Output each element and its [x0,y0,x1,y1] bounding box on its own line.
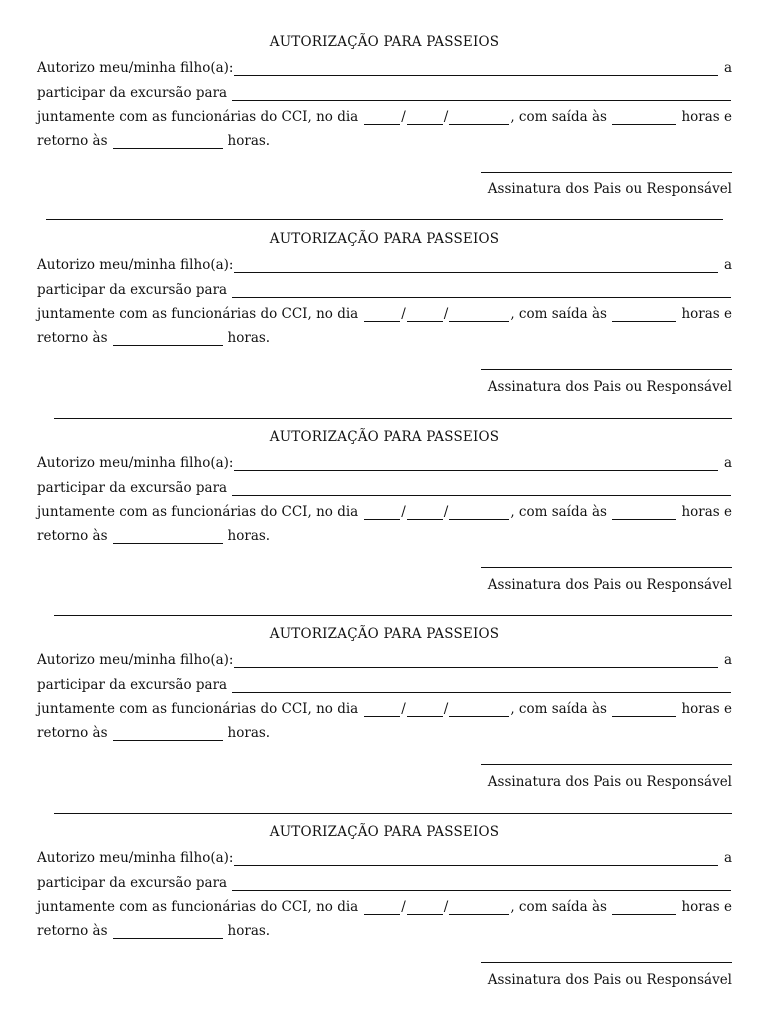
form-title: AUTORIZAÇÃO PARA PASSEIOS [269,626,500,642]
year-field[interactable] [449,704,509,717]
departure-time-field[interactable] [612,507,676,520]
departure-time-field[interactable] [612,902,676,915]
excursion-label: participar da excursão para [37,677,228,693]
excursion-destination-field[interactable] [232,878,731,891]
child-name-label: Autorizo meu/minha filho(a): [37,455,234,471]
departure-label: , com saída às [510,109,607,125]
departure-label: , com saída às [510,504,607,520]
excursion-destination-field[interactable] [232,483,731,496]
return-row [37,332,732,346]
line1-end-text: a [723,652,732,668]
departure-label: , com saída às [510,899,607,915]
return-time-field[interactable] [113,728,223,741]
date-label: juntamente com as funcionárias do CCI, no dia [37,306,359,322]
day-field[interactable] [364,507,400,520]
return-label: retorno às [37,923,108,939]
date-time-row [37,308,732,322]
form-title: AUTORIZAÇÃO PARA PASSEIOS [269,429,500,445]
signature-line[interactable] [481,172,732,173]
year-field[interactable] [449,507,509,520]
signature-caption: Assinatura dos Pais ou Responsável [487,379,732,395]
excursion-row [37,87,732,101]
signature-caption: Assinatura dos Pais ou Responsável [487,577,732,593]
excursion-label: participar da excursão para [37,480,228,496]
return-row [37,135,732,149]
child-name-row [37,259,732,273]
departure-time-field[interactable] [612,309,676,322]
hours-label: horas e [681,109,732,125]
signature-caption: Assinatura dos Pais ou Responsável [487,972,732,988]
authorization-form-1 [37,36,732,211]
child-name-field[interactable] [234,260,717,273]
date-slash: / [443,899,449,915]
authorization-form-2 [37,233,732,408]
hours-label: horas e [681,701,732,717]
authorization-form-4 [37,628,732,803]
signature-caption: Assinatura dos Pais ou Responsável [487,774,732,790]
month-field[interactable] [407,309,443,322]
excursion-row [37,482,732,496]
day-field[interactable] [364,902,400,915]
return-label: retorno às [37,133,108,149]
date-time-row [37,506,732,520]
child-name-row [37,654,732,668]
signature-line[interactable] [481,962,732,963]
month-field[interactable] [407,704,443,717]
return-label: retorno às [37,330,108,346]
signature-line[interactable] [481,369,732,370]
return-hours-label: horas. [227,330,271,346]
line1-end-text: a [723,850,732,866]
date-time-row [37,901,732,915]
excursion-row [37,679,732,693]
child-name-label: Autorizo meu/minha filho(a): [37,850,234,866]
return-label: retorno às [37,528,108,544]
signature-line[interactable] [481,567,732,568]
excursion-destination-field[interactable] [232,285,731,298]
return-hours-label: horas. [227,528,271,544]
return-row [37,925,732,939]
hours-label: horas e [681,504,732,520]
year-field[interactable] [449,902,509,915]
line1-end-text: a [723,257,732,273]
return-row [37,530,732,544]
signature-caption: Assinatura dos Pais ou Responsável [487,181,732,197]
month-field[interactable] [407,902,443,915]
date-slash: / [401,109,406,125]
line1-end-text: a [723,60,732,76]
return-time-field[interactable] [113,926,223,939]
form-divider [54,813,732,814]
hours-label: horas e [681,306,732,322]
excursion-label: participar da excursão para [37,85,228,101]
departure-label: , com saída às [510,701,607,717]
month-field[interactable] [407,112,443,125]
excursion-row [37,284,732,298]
return-hours-label: horas. [227,923,271,939]
month-field[interactable] [407,507,443,520]
year-field[interactable] [449,112,509,125]
date-slash: / [401,306,406,322]
return-time-field[interactable] [113,136,223,149]
date-slash: / [443,504,449,520]
child-name-label: Autorizo meu/minha filho(a): [37,60,234,76]
child-name-row [37,852,732,866]
return-time-field[interactable] [113,531,223,544]
date-slash: / [401,504,406,520]
form-title: AUTORIZAÇÃO PARA PASSEIOS [269,231,500,247]
return-label: retorno às [37,725,108,741]
form-title: AUTORIZAÇÃO PARA PASSEIOS [269,34,500,50]
excursion-label: participar da excursão para [37,282,228,298]
authorization-form-3 [37,431,732,606]
hours-label: horas e [681,899,732,915]
date-slash: / [443,701,449,717]
date-label: juntamente com as funcionárias do CCI, no dia [37,899,359,915]
child-name-field[interactable] [234,458,717,471]
departure-time-field[interactable] [612,704,676,717]
date-label: juntamente com as funcionárias do CCI, no dia [37,701,359,717]
child-name-field[interactable] [234,853,717,866]
day-field[interactable] [364,309,400,322]
line1-end-text: a [723,455,732,471]
year-field[interactable] [449,309,509,322]
departure-label: , com saída às [510,306,607,322]
excursion-row [37,877,732,891]
signature-line[interactable] [481,764,732,765]
departure-time-field[interactable] [612,112,676,125]
date-slash: / [401,899,406,915]
form-divider [46,219,723,220]
excursion-destination-field[interactable] [232,680,731,693]
date-time-row [37,703,732,717]
return-hours-label: horas. [227,725,271,741]
authorization-form-5 [37,826,732,1001]
child-name-field[interactable] [234,655,717,668]
form-divider [54,418,732,419]
child-name-field[interactable] [234,63,717,76]
child-name-row [37,457,732,471]
form-title: AUTORIZAÇÃO PARA PASSEIOS [269,824,500,840]
return-time-field[interactable] [113,333,223,346]
date-label: juntamente com as funcionárias do CCI, no dia [37,504,359,520]
child-name-label: Autorizo meu/minha filho(a): [37,257,234,273]
child-name-label: Autorizo meu/minha filho(a): [37,652,234,668]
day-field[interactable] [364,704,400,717]
excursion-label: participar da excursão para [37,875,228,891]
date-slash: / [401,701,406,717]
return-hours-label: horas. [227,133,271,149]
child-name-row [37,62,732,76]
date-slash: / [443,109,449,125]
day-field[interactable] [364,112,400,125]
date-slash: / [443,306,449,322]
excursion-destination-field[interactable] [232,88,731,101]
form-divider [54,615,732,616]
date-label: juntamente com as funcionárias do CCI, no dia [37,109,359,125]
date-time-row [37,111,732,125]
return-row [37,727,732,741]
